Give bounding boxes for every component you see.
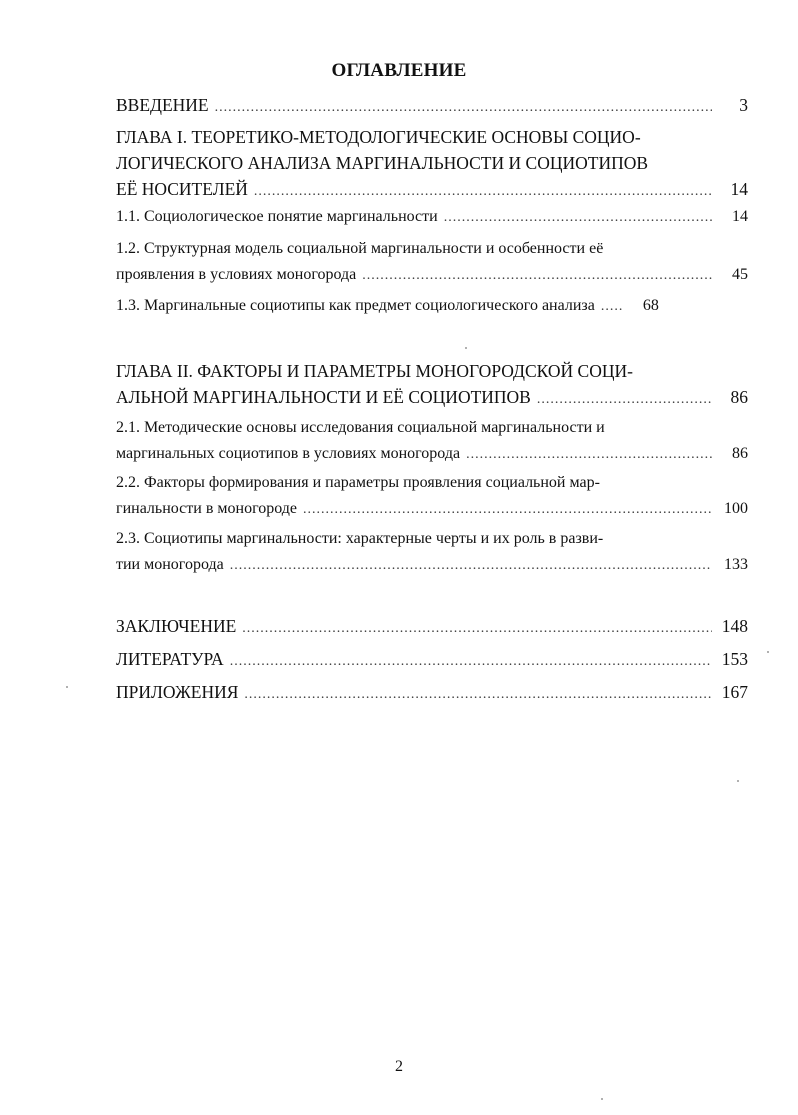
toc-entry-text-line: ГЛАВА II. ФАКТОРЫ И ПАРАМЕТРЫ МОНОГОРОДСКОЙ СОЦИ- (116, 361, 633, 381)
toc-entry-2-3[interactable] (116, 526, 748, 579)
toc-entry-1-3[interactable] (116, 293, 748, 320)
toc-entry-appendices[interactable] (116, 679, 748, 708)
page-number: 2 (395, 1058, 403, 1075)
dot-leader (362, 263, 712, 289)
dot-leader (537, 387, 712, 413)
dot-leader (230, 649, 712, 675)
toc-entry-introduction[interactable] (116, 92, 748, 121)
toc-entry-text: ПРИЛОЖЕНИЯ (116, 682, 239, 702)
toc-page-number: 86 (732, 445, 748, 462)
dot-leader (466, 442, 712, 468)
toc-entry-chapter-2[interactable] (116, 358, 748, 413)
toc-entry-text: 1.1. Социологическое понятие маргинальности (116, 208, 438, 225)
toc-entry-1-1[interactable] (116, 204, 748, 231)
toc-entry-text: ЛИТЕРАТУРА (116, 649, 224, 669)
toc-page-number: 148 (721, 616, 748, 636)
toc-entry-text-line: 1.2. Структурная модель социальной маргинальности и особенности её (116, 240, 604, 257)
dot-leader (303, 497, 712, 523)
scan-speck (66, 686, 68, 688)
toc-page-number: 45 (732, 266, 748, 283)
toc-page-number: 3 (739, 95, 748, 115)
toc-entry-text: гинальности в моногороде (116, 500, 298, 517)
dot-leader (601, 294, 623, 320)
dot-leader (244, 682, 712, 708)
scan-speck (465, 347, 467, 349)
toc-title: ОГЛАВЛЕНИЕ (331, 60, 467, 81)
toc-entry-2-1[interactable] (116, 415, 748, 468)
scan-speck (737, 780, 739, 782)
toc-page-number: 68 (642, 297, 659, 314)
dot-leader (242, 616, 712, 642)
dot-leader (230, 553, 712, 579)
toc-entry-text: АЛЬНОЙ МАРГИНАЛЬНОСТИ И ЕЁ СОЦИОТИПОВ (116, 387, 531, 407)
toc-page-number: 86 (730, 387, 748, 407)
toc-entry-text-line: 2.1. Методические основы исследования социальной маргинальности и (116, 419, 605, 436)
toc-page-number: 153 (721, 649, 748, 669)
toc-entry-chapter-1[interactable] (116, 124, 748, 205)
scan-speck (601, 1098, 603, 1100)
toc-entry-2-2[interactable] (116, 470, 748, 523)
toc-entry-text-line: 2.3. Социотипы маргинальности: характерные черты и их роль в разви- (116, 530, 604, 547)
toc-entry-text: ВВЕДЕНИЕ (116, 95, 209, 115)
toc-entry-text: ЗАКЛЮЧЕНИЕ (116, 616, 237, 636)
toc-entry-conclusion[interactable] (116, 613, 748, 642)
toc-entry-text: проявления в условиях моногорода (116, 266, 357, 283)
dot-leader (444, 205, 712, 231)
toc-entry-text-line: ГЛАВА I. ТЕОРЕТИКО-МЕТОДОЛОГИЧЕСКИЕ ОСНОВЫ СОЦИО- (116, 127, 641, 147)
scan-speck (767, 651, 769, 653)
toc-page-number: 14 (730, 179, 748, 199)
toc-page-number: 133 (724, 556, 748, 573)
toc-entry-text: маргинальных социотипов в условиях моногорода (116, 445, 461, 462)
toc-entry-text: тии моногорода (116, 556, 224, 573)
toc-entry-references[interactable] (116, 646, 748, 675)
toc-entry-1-2[interactable] (116, 236, 748, 289)
dot-leader (254, 179, 712, 205)
toc-page-number: 100 (724, 500, 748, 517)
toc-entry-text-line: ЛОГИЧЕСКОГО АНАЛИЗА МАРГИНАЛЬНОСТИ И СОЦИОТИПОВ (116, 153, 649, 173)
toc-page-number: 167 (721, 682, 748, 702)
toc-page-number: 14 (732, 208, 748, 225)
toc-entry-text-line: 2.2. Факторы формирования и параметры проявления социальной мар- (116, 474, 600, 491)
toc-entry-text: ЕЁ НОСИТЕЛЕЙ (116, 179, 248, 199)
dot-leader (215, 95, 712, 121)
toc-entry-text: 1.3. Маргинальные социотипы как предмет социологического анализа (116, 297, 595, 314)
